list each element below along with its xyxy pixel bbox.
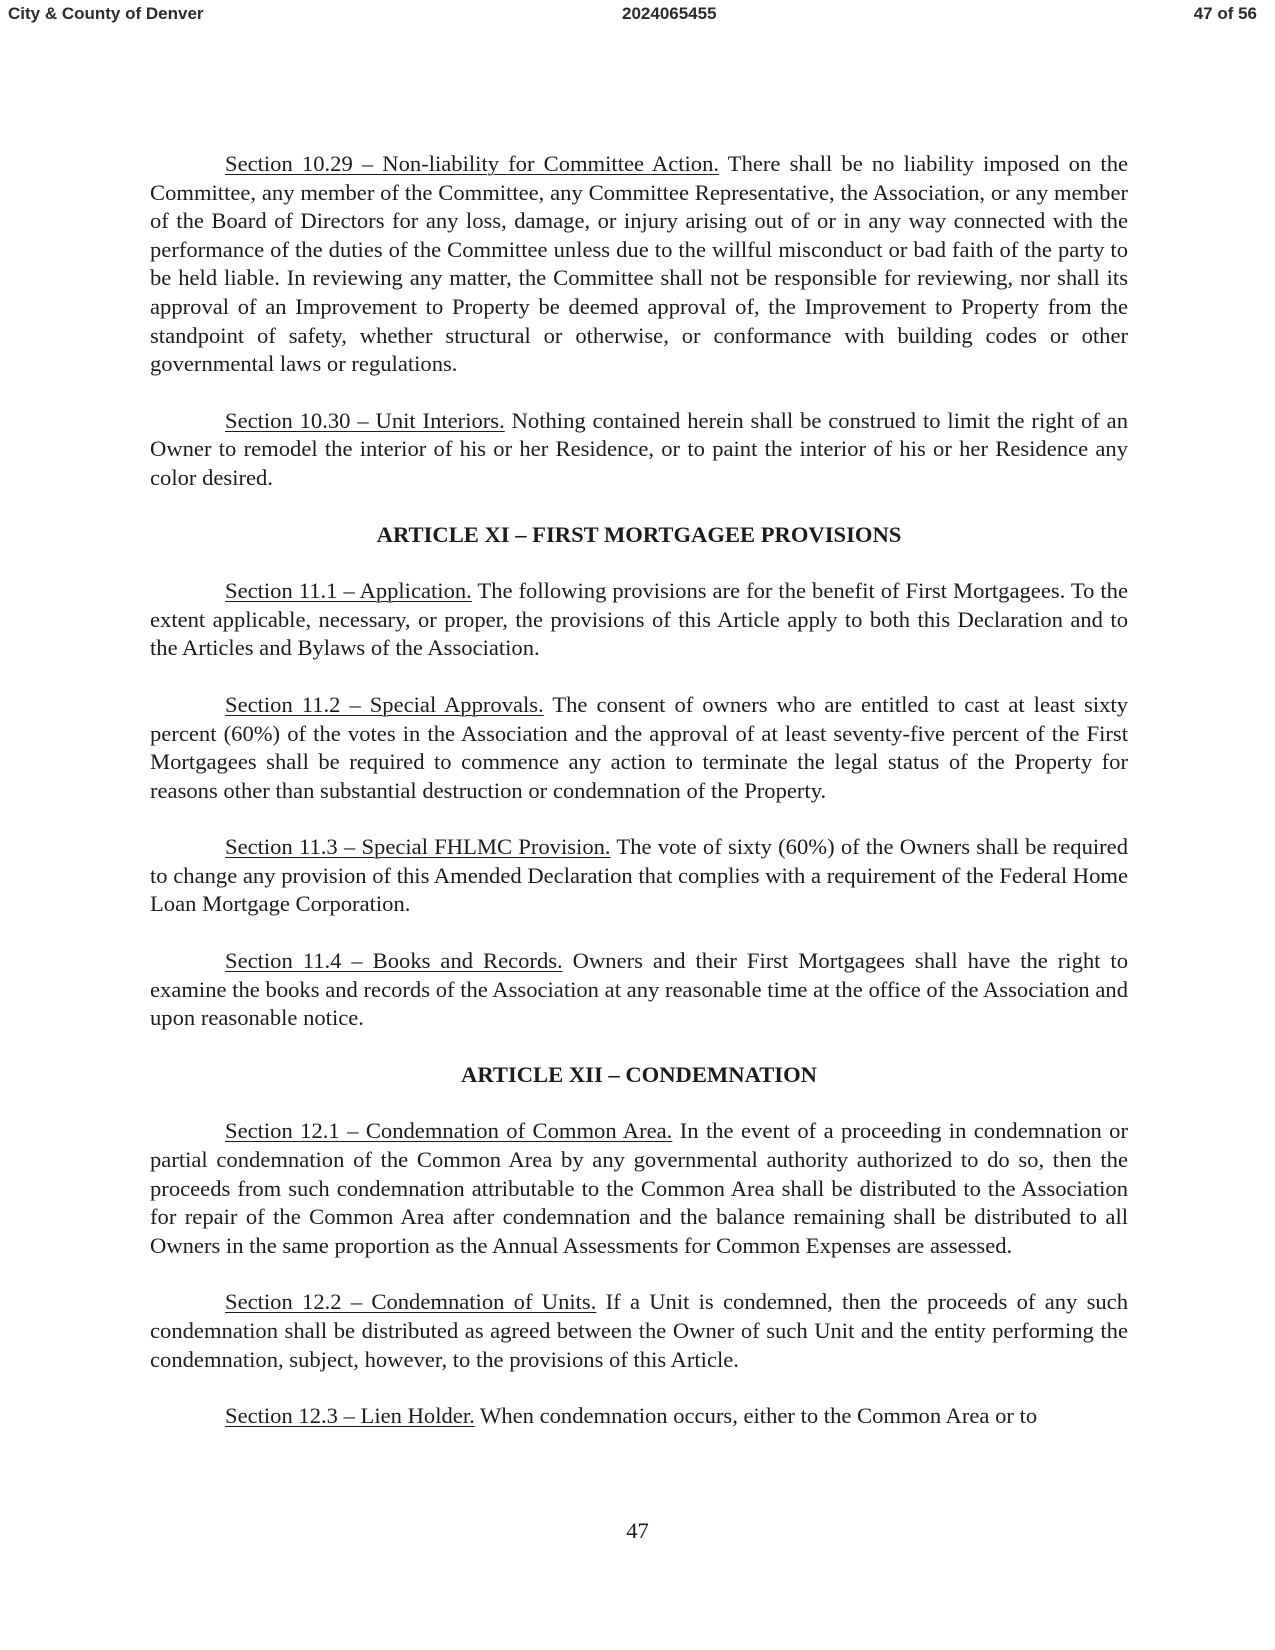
section-heading: Section 11.3 – Special FHLMC Provision. [225,834,611,860]
section-11-1 [150,577,1128,663]
section-heading: Section 11.2 – Special Approvals. [225,691,544,717]
section-11-2 [150,691,1128,805]
section-11-4 [150,947,1128,1033]
recording-stamp-header [0,0,1275,30]
page-number: 47 [626,1518,649,1543]
section-11-3 [150,833,1128,919]
section-heading: Section 12.2 – Condemnation of Units. [225,1289,597,1315]
section-heading: Section 10.29 – Non-liability for Committee Action. [225,151,720,176]
section-10-30 [150,407,1128,493]
reception-number: 2024065455 [622,4,717,23]
section-12-3 [150,1402,1128,1431]
document-body [150,150,1128,1459]
section-heading: Section 12.3 – Lien Holder. [225,1403,475,1429]
recorder-name: City & County of Denver [8,4,204,23]
section-text: Owners and their First Mortgagees shall have the right to examine the books and records of the Association at any reasonable time at the office of the Association and upon reasonable notice. [150,948,1128,1031]
page-count: 47 of 56 [1193,4,1257,23]
section-heading: Section 10.30 – Unit Interiors. [225,407,505,433]
section-text: The vote of sixty (60%) of the Owners shall be required to change any provision of this Amended Declaration that complies with a requirement of the Federal Home Loan Mortgage Corporation. [150,834,1128,917]
section-text: There shall be no liability imposed on the Committee, any member of the Committee, any Committee Representative, the Association, or any member of the Board of Directors for any loss, damage, or injury arising out of or in any way connected with the performance of the duties of the Committee unless due to the willful misconduct or bad faith of the party to be held liable. In reviewing any matter, the Committee shall not be responsible for reviewing, nor shall its approval of an Improvement to Property be deemed approval of, the Improvement to Property from the standpoint of safety, whether structural or otherwise, or conformance with building codes or other governmental laws or regulations. [150,151,1129,377]
section-text: In the event of a proceeding in condemnation or partial condemnation of the Common Area by any governmental authority authorized to do so, then the proceeds from such condemnation attributable to the Common Area shall be distributed to the Association for repair of the Common Area after condemnation and the balance remaining shall be distributed to all Owners in the same proportion as the Annual Assessments for Common Expenses are assessed. [150,1118,1129,1258]
section-12-2 [150,1288,1128,1374]
article-xi-heading: ARTICLE XI – FIRST MORTGAGEE PROVISIONS [376,521,902,547]
section-10-29 [150,150,1128,379]
section-text: The consent of owners who are entitled to cast at least sixty percent (60%) of the votes in the Association and the approval of at least seventy-five percent of the First Mortgagees shall be required to commence any action to terminate the legal status of the Property for reasons other than substantial destruction or condemnation of the Property. [150,691,1128,803]
section-12-1 [150,1117,1128,1260]
section-heading: Section 12.1 – Condemnation of Common Area. [225,1118,673,1144]
section-text: If a Unit is condemned, then the proceeds of any such condemnation shall be distributed as agreed between the Owner of such Unit and the entity performing the condemnation, subject, however, to the provisions of this Article. [150,1289,1128,1372]
section-heading: Section 11.1 – Application. [225,578,472,604]
section-text: Nothing contained herein shall be construed to limit the right of an Owner to remodel the interior of his or her Residence, or to paint the interior of his or her Residence any color desired. [150,407,1128,490]
section-text: When condemnation occurs, either to the Common Area or to [474,1403,1038,1429]
section-heading: Section 11.4 – Books and Records. [225,948,563,974]
article-xii-heading: ARTICLE XII – CONDEMNATION [461,1061,817,1087]
section-text: The following provisions are for the benefit of First Mortgagees. To the extent applicable, necessary, or proper, the provisions of this Article apply to both this Declaration and to the Articles and Bylaws of the Association. [150,578,1128,661]
